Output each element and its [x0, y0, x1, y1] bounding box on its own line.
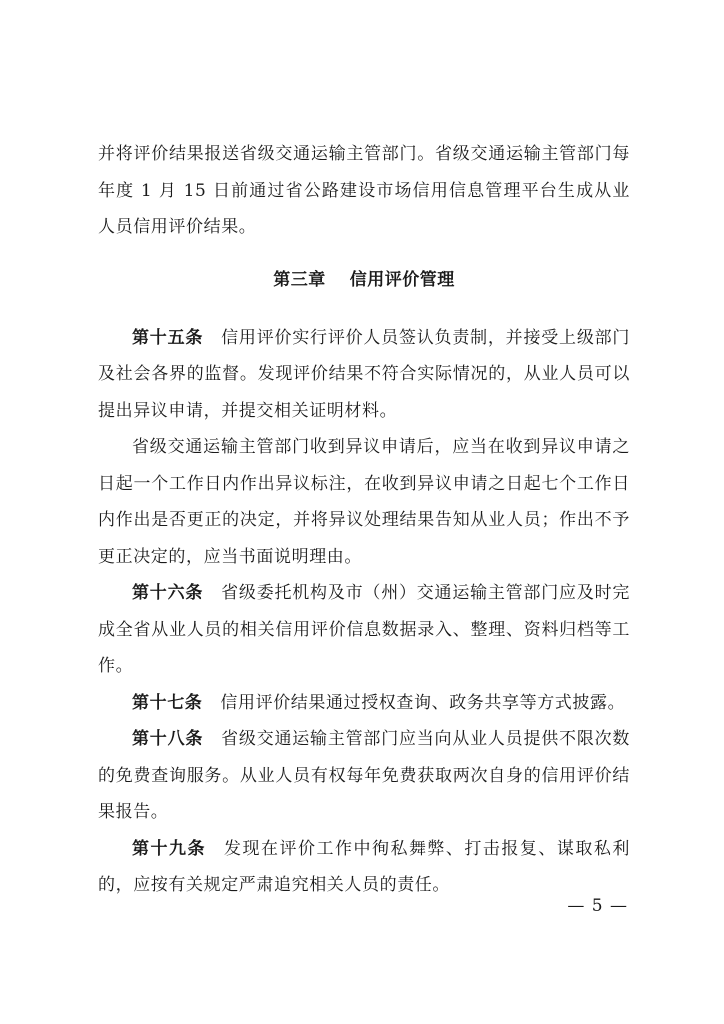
article-text: 信用评价结果通过授权查询、政务共享等方式披露。 [220, 692, 626, 713]
article-text: 省级交通运输主管部门收到异议申请后，应当在收到异议申请之日起一个工作日内作出异议标注，在收到异议申请之日起七个工作日内作出是否更正的决定，并将异议处理结果告知从业人员；作出不予更正决定的，应当书面说明理由。 [98, 437, 630, 567]
article-label: 第十六条 [132, 583, 204, 603]
article-text: 信用评价实行评价人员签认负责制，并接受上级部门及社会各界的监督。发现评价结果不符合实际情况的，从业人员可以提出异议申请，并提交相关证明材料。 [98, 327, 630, 421]
article-label: 第十五条 [132, 327, 204, 348]
article-16 [98, 575, 630, 685]
article-15-paragraph-2 [98, 429, 630, 575]
article-text: 省级委托机构及市（州）交通运输主管部门应及时完成全省从业人员的相关信用评价信息数据录入、整理、资料归档等工作。 [98, 583, 630, 676]
article-18 [98, 721, 630, 831]
chapter-title: 信用评价管理 [349, 269, 455, 290]
document-body [98, 136, 630, 904]
article-label: 第十九条 [132, 838, 206, 859]
article-label: 第十七条 [132, 692, 203, 713]
chapter-heading [98, 262, 630, 298]
article-label: 第十八条 [132, 729, 204, 749]
article-17 [98, 685, 630, 722]
article-text: 发现在评价工作中徇私舞弊、打击报复、谋取私利的，应按有关规定严肃追究相关人员的责任。 [98, 838, 630, 895]
page-number: — 5 — [567, 896, 628, 916]
chapter-number: 第三章 [273, 269, 326, 290]
continuation-paragraph: 并将评价结果报送省级交通运输主管部门。省级交通运输主管部门每年度 1 月 15 日前通过省公路建设市场信用信息管理平台生成从业人员信用评价结果。 [98, 144, 630, 237]
article-text: 省级交通运输主管部门应当向从业人员提供不限次数的免费查询服务。从业人员有权每年免费获取两次自身的信用评价结果报告。 [98, 729, 630, 822]
article-19 [98, 831, 630, 904]
article-15 [98, 320, 630, 430]
